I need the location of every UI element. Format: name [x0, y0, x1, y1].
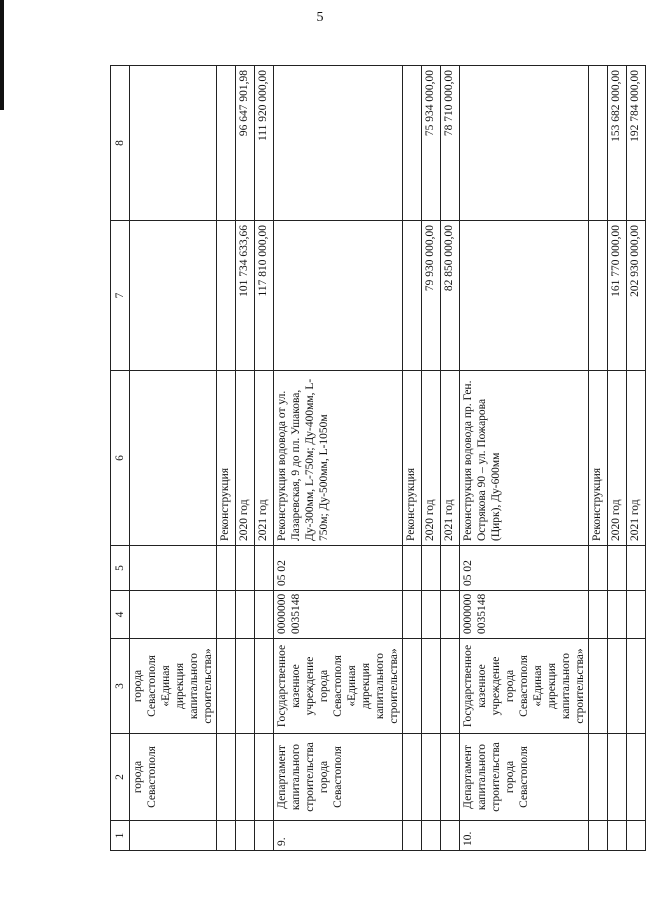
amount-cell: 82 850 000,00 — [441, 221, 460, 371]
table-row — [589, 66, 608, 851]
row-label: Реконструкция — [217, 371, 236, 546]
table-row — [236, 66, 255, 851]
amount-cell: 202 930 000,00 — [627, 221, 646, 371]
table-container — [110, 66, 641, 851]
table-row — [274, 66, 403, 851]
col-header-6: 6 — [111, 371, 130, 546]
organization-cell: Государственное казенное учреждение города Севастополя «Единая дирекция капитального строительства» — [460, 639, 589, 734]
organization-cell: Государственное казенное учреждение города Севастополя «Единая дирекция капитального строительства» — [274, 639, 403, 734]
amount-cell: 111 920 000,00 — [255, 66, 274, 221]
department-cell: Департамент капитального строительства города Севастополя — [274, 734, 403, 821]
table-row — [441, 66, 460, 851]
col-header-1: 1 — [111, 821, 130, 851]
table-row — [422, 66, 441, 851]
amount-cell: 75 934 000,00 — [422, 66, 441, 221]
row-label: 2020 год — [422, 371, 441, 546]
amount-cell: 79 930 000,00 — [422, 221, 441, 371]
row-label: 2020 год — [608, 371, 627, 546]
table-row — [403, 66, 422, 851]
amount-cell: 101 734 633,66 — [236, 221, 255, 371]
row-label: 2021 год — [441, 371, 460, 546]
organization-cell: города Севастополя «Единая дирекция капитального строительства» — [130, 639, 217, 734]
code-cell: 0000000 0035148 — [460, 591, 589, 639]
section-cell: 05 02 — [460, 546, 589, 591]
amount-cell: 192 784 000,00 — [627, 66, 646, 221]
item-number: 9. — [274, 821, 403, 851]
col-header-8: 8 — [111, 66, 130, 221]
section-cell: 05 02 — [274, 546, 403, 591]
row-label: 2020 год — [236, 371, 255, 546]
description-cell: Реконструкция водовода пр. Ген. Острякова 90 – ул. Пожарова (Цирк), Ду-600мм — [460, 371, 589, 546]
table-row — [627, 66, 646, 851]
amount-cell: 117 810 000,00 — [255, 221, 274, 371]
department-cell: Департамент капитального строительства города Севастополя — [460, 734, 589, 821]
col-header-4: 4 — [111, 591, 130, 639]
table-row — [130, 66, 217, 851]
table-row — [255, 66, 274, 851]
row-label: Реконструкция — [403, 371, 422, 546]
code-cell: 0000000 0035148 — [274, 591, 403, 639]
col-header-3: 3 — [111, 639, 130, 734]
department-cell: города Севастополя — [130, 734, 217, 821]
budget-table — [110, 65, 646, 851]
row-label: Реконструкция — [589, 371, 608, 546]
table-row — [217, 66, 236, 851]
header-row — [111, 66, 130, 851]
description-cell: Реконструкция водовода от ул. Лазаревская, 9 до пл. Ушакова, Ду-300мм, L-750м; Ду-400мм, L-750м; Ду-500мм, L-1050м — [274, 371, 403, 546]
col-header-7: 7 — [111, 221, 130, 371]
amount-cell: 78 710 000,00 — [441, 66, 460, 221]
page-number: 5 — [316, 10, 324, 25]
col-header-5: 5 — [111, 546, 130, 591]
amount-cell: 153 682 000,00 — [608, 66, 627, 221]
amount-cell: 96 647 901,98 — [236, 66, 255, 221]
table-row — [608, 66, 627, 851]
table-row — [460, 66, 589, 851]
col-header-2: 2 — [111, 734, 130, 821]
row-label: 2021 год — [627, 371, 646, 546]
row-label: 2021 год — [255, 371, 274, 546]
amount-cell: 161 770 000,00 — [608, 221, 627, 371]
item-number: 10. — [460, 821, 589, 851]
